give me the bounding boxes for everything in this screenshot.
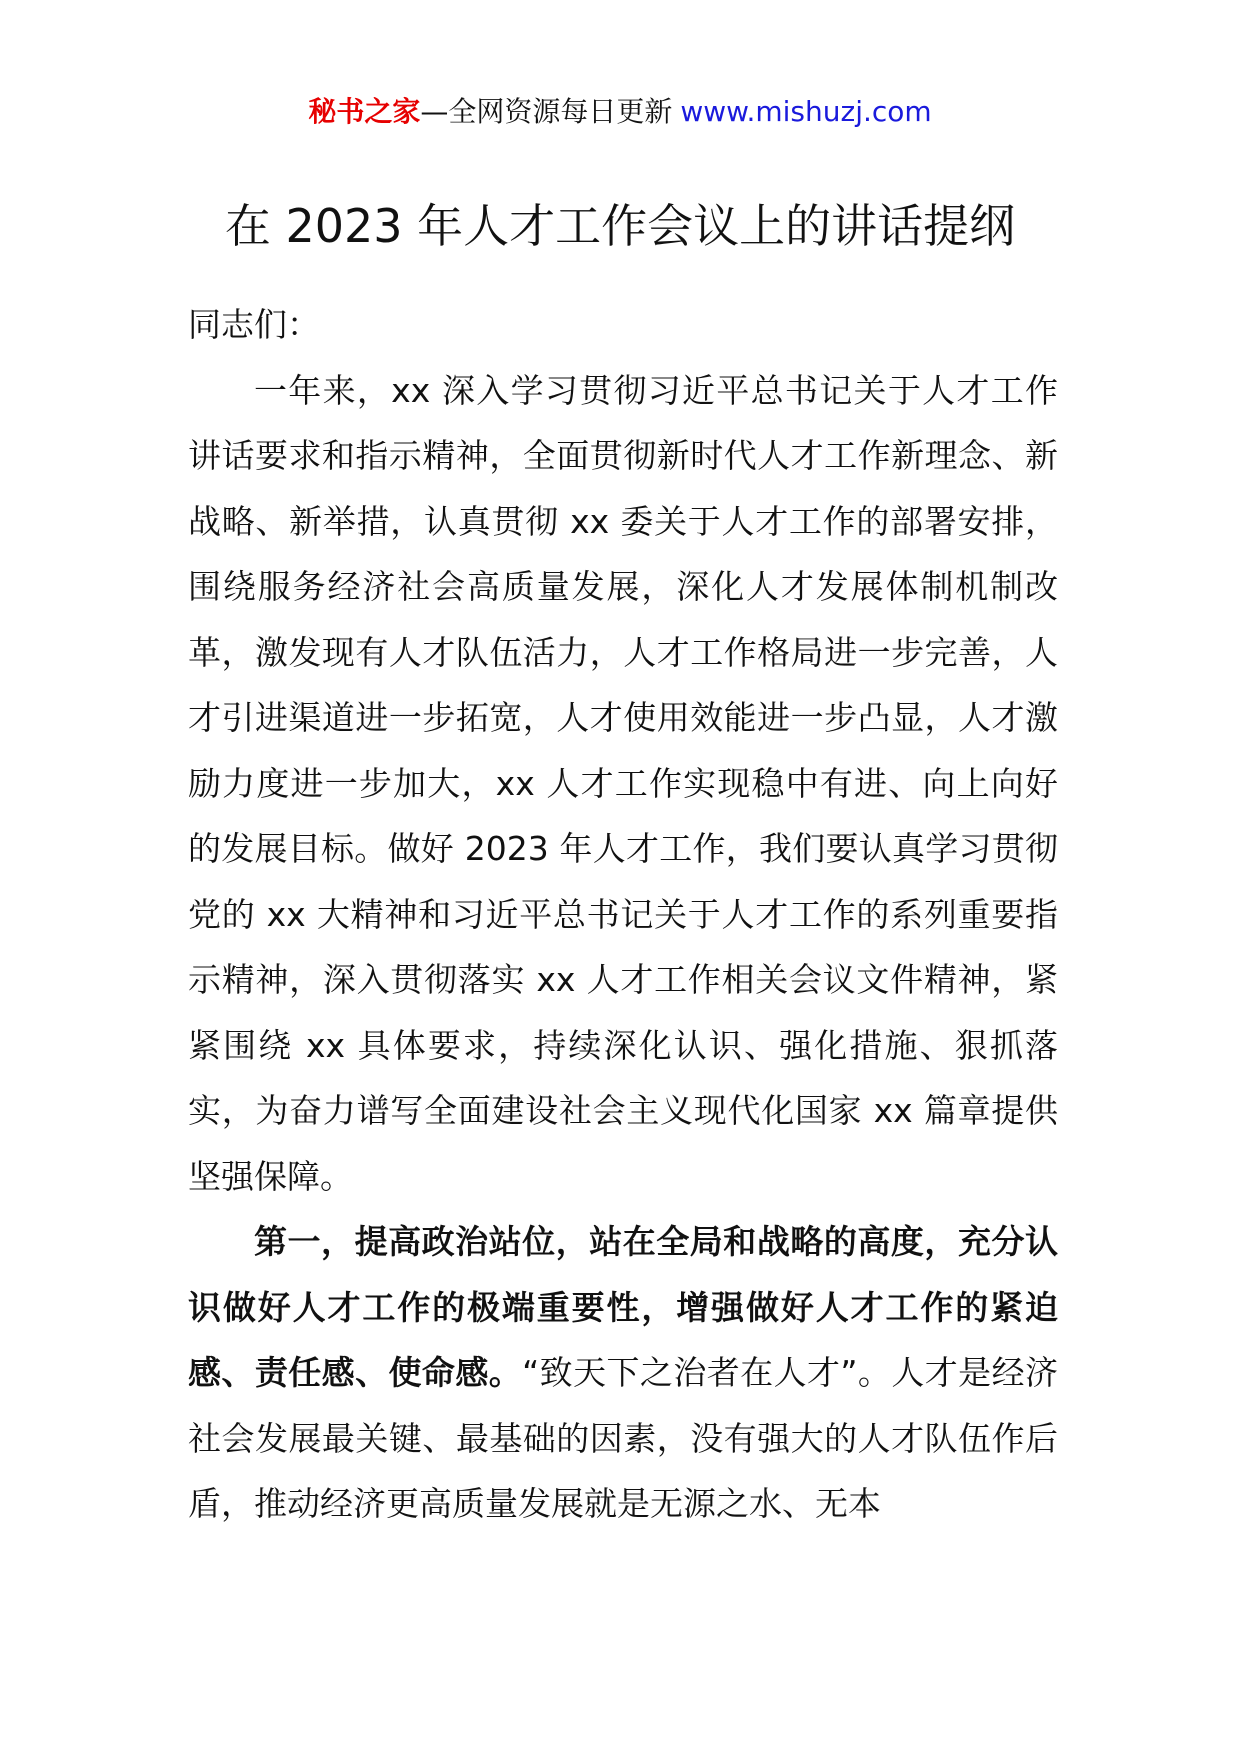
paragraph-intro: 一年来，xx 深入学习贯彻习近平总书记关于人才工作讲话要求和指示精神，全面贯彻新时代人才工作新理念、新战略、新举措，认真贯彻 xx 委关于人才工作的部署安排，围绕服务经济社会高质量发展，深化人才发展体制机制改革，激发现有人才队伍活力，人才工作格局进一步完善，人才引进渠道进一步拓宽，人才使用效能进一步凸显，人才激励力度进一步加大，xx 人才工作实现稳中有进、向上向好的发展目标。做好 2023 年人才工作，我们要认真学习贯彻党的 xx 大精神和习近平总书记关于人才工作的系列重要指示精神，深入贯彻落实 xx 人才工作相关会议文件精神，紧紧围绕 xx 具体要求，持续深化认识、强化措施、狠抓落实，为奋力谱写全面建设社会主义现代化国家 xx 篇章提供坚强保障。 xyxy=(188,370,1058,1196)
paragraph-first-point-lead: 第一，提高政治站位，站在全局和战略的高度，充分认识做好人才工作的极端重要性，增强做好人才工作的紧迫感、责任感、使命感。 xyxy=(188,1222,1058,1392)
site-header xyxy=(0,92,1240,132)
document-title: 在 2023 年人才工作会议上的讲话提纲 xyxy=(224,199,1016,253)
paragraph-first-point-body: “致天下之治者在人才”。人才是经济社会发展最关键、最基础的因素，没有强大的人才队伍作后盾，推动经济更高质量发展就是无源之水、无本 xyxy=(188,1353,1058,1523)
site-url-link[interactable]: www.mishuzj.com xyxy=(680,95,932,128)
site-brand: 秘书之家 xyxy=(308,95,421,128)
site-slogan: —全网资源每日更新 xyxy=(420,95,673,128)
greeting: 同志们： xyxy=(188,305,320,344)
paragraph-first-point xyxy=(188,1209,1058,1537)
document-body xyxy=(188,292,1058,1537)
